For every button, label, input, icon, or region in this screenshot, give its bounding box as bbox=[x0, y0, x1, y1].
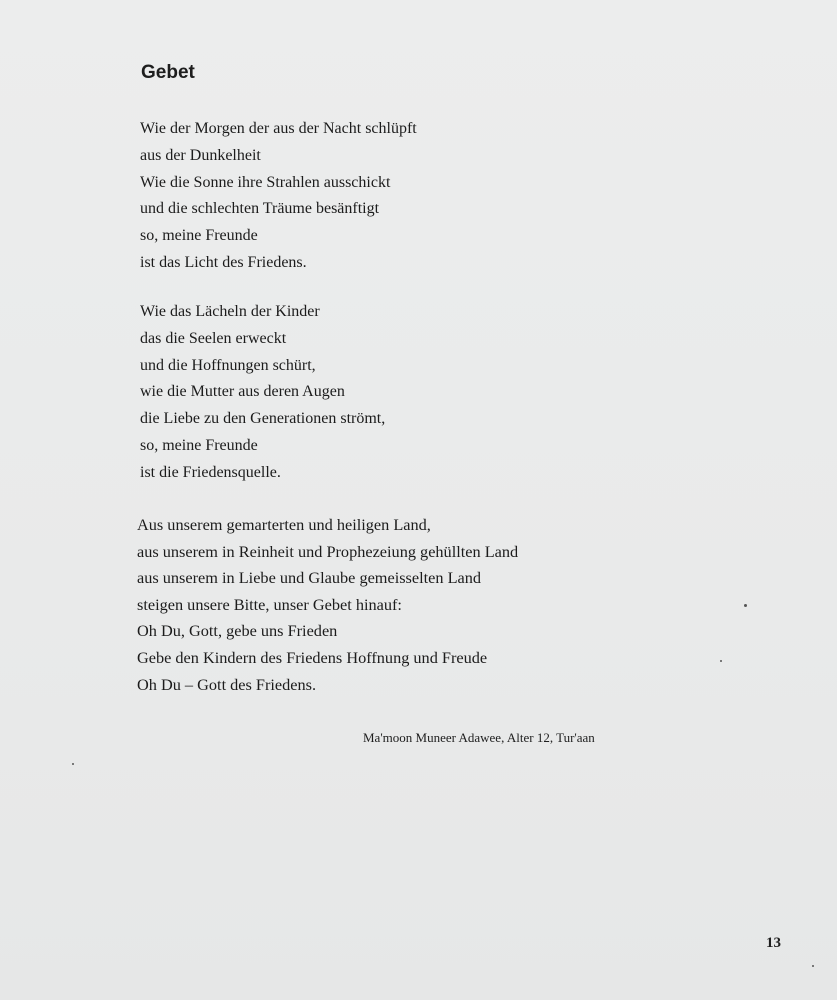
poem-line: Aus unserem gemarterten und heiligen Land, bbox=[137, 515, 431, 534]
poem-line: und die schlechten Träume besänftigt bbox=[140, 200, 380, 218]
poem-line: Wie der Morgen der aus der Nacht schlüpft bbox=[140, 120, 417, 137]
paper-speck bbox=[72, 763, 74, 765]
poem-line: aus der Dunkelheit bbox=[140, 146, 261, 164]
poem-line: Wie das Lächeln der Kinder bbox=[140, 303, 320, 320]
poem-line: Oh Du – Gott des Friedens. bbox=[137, 674, 317, 694]
page-number: 13 bbox=[766, 935, 781, 951]
stanza-1 bbox=[140, 116, 417, 277]
stanza-3 bbox=[137, 512, 518, 698]
poem-line: steigen unsere Bitte, unser Gebet hinauf: bbox=[137, 594, 402, 614]
poem-line: das die Seelen erweckt bbox=[140, 329, 287, 347]
poem-line: so, meine Freunde bbox=[140, 436, 258, 454]
poem-title: Gebet bbox=[141, 62, 195, 83]
poem-line: wie die Mutter aus deren Augen bbox=[140, 383, 345, 401]
poem-line: ist die Friedensquelle. bbox=[140, 463, 281, 481]
paper-speck bbox=[744, 604, 747, 607]
paper-speck bbox=[812, 965, 814, 967]
poem-line: Gebe den Kindern des Friedens Hoffnung und Freude bbox=[137, 647, 488, 667]
poem-line: aus unserem in Reinheit und Prophezeiung gehüllten Land bbox=[137, 541, 519, 561]
poem-line: ist das Licht des Friedens. bbox=[140, 253, 307, 271]
poem-line: Wie die Sonne ihre Strahlen ausschickt bbox=[140, 173, 391, 191]
poem-line: und die Hoffnungen schürt, bbox=[140, 356, 316, 374]
poem-author: Ma'moon Muneer Adawee, Alter 12, Tur'aan bbox=[363, 730, 595, 745]
poem-line: Oh Du, Gott, gebe uns Frieden bbox=[137, 621, 338, 641]
poem-line: aus unserem in Liebe und Glaube gemeisselten Land bbox=[137, 568, 482, 588]
paper-speck bbox=[720, 660, 722, 662]
poem-line: die Liebe zu den Generationen strömt, bbox=[140, 410, 386, 428]
stanza-2 bbox=[140, 299, 385, 487]
poem-line: so, meine Freunde bbox=[140, 227, 258, 245]
